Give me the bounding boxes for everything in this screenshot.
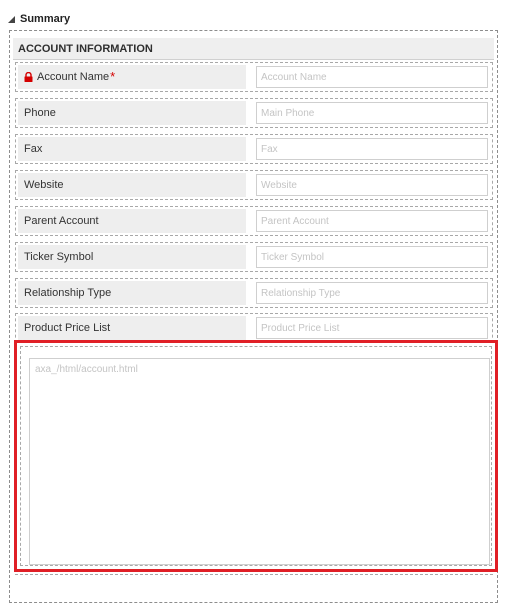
product-price-list-input[interactable] [256,317,488,339]
phone-input[interactable] [256,102,488,124]
relationship-type-input[interactable] [256,282,488,304]
field-label-website: Website [18,173,246,197]
field-row-website [15,170,493,200]
lock-icon [24,72,33,82]
web-resource-frame[interactable] [29,358,490,565]
website-input[interactable] [256,174,488,196]
field-label-product-price-list: Product Price List [18,316,246,340]
field-label-text: Account Name [37,71,110,83]
field-row-product-price-list [15,313,493,343]
field-row-phone [15,98,493,128]
field-row-parent-account [15,206,493,236]
section-title: Summary [20,13,71,25]
ticker-symbol-input[interactable] [256,246,488,268]
fax-input[interactable] [256,138,488,160]
parent-account-input[interactable] [256,210,488,232]
field-label-fax: Fax [18,137,246,161]
field-row-account-name [15,62,493,92]
account-information-header [13,38,494,60]
account-name-input[interactable] [256,66,488,88]
field-row-relationship-type [15,278,493,308]
field-label-parent-account: Parent Account [18,209,246,233]
field-row-ticker-symbol [15,242,493,272]
web-resource-container [20,346,492,566]
field-label-relationship-type: Relationship Type [18,281,246,305]
triangle-collapse-icon[interactable] [8,16,15,23]
field-label-phone: Phone [18,101,246,125]
required-marker: * [110,69,116,84]
field-label-ticker-symbol: Ticker Symbol [18,245,246,269]
web-resource-path: axa_/html/account.html [35,364,138,375]
group-title: ACCOUNT INFORMATION [18,42,153,55]
empty-row [15,574,493,596]
summary-section-header[interactable] [8,10,70,28]
field-row-fax [15,134,493,164]
field-label-account-name [18,65,246,89]
web-resource-highlight [14,340,498,572]
